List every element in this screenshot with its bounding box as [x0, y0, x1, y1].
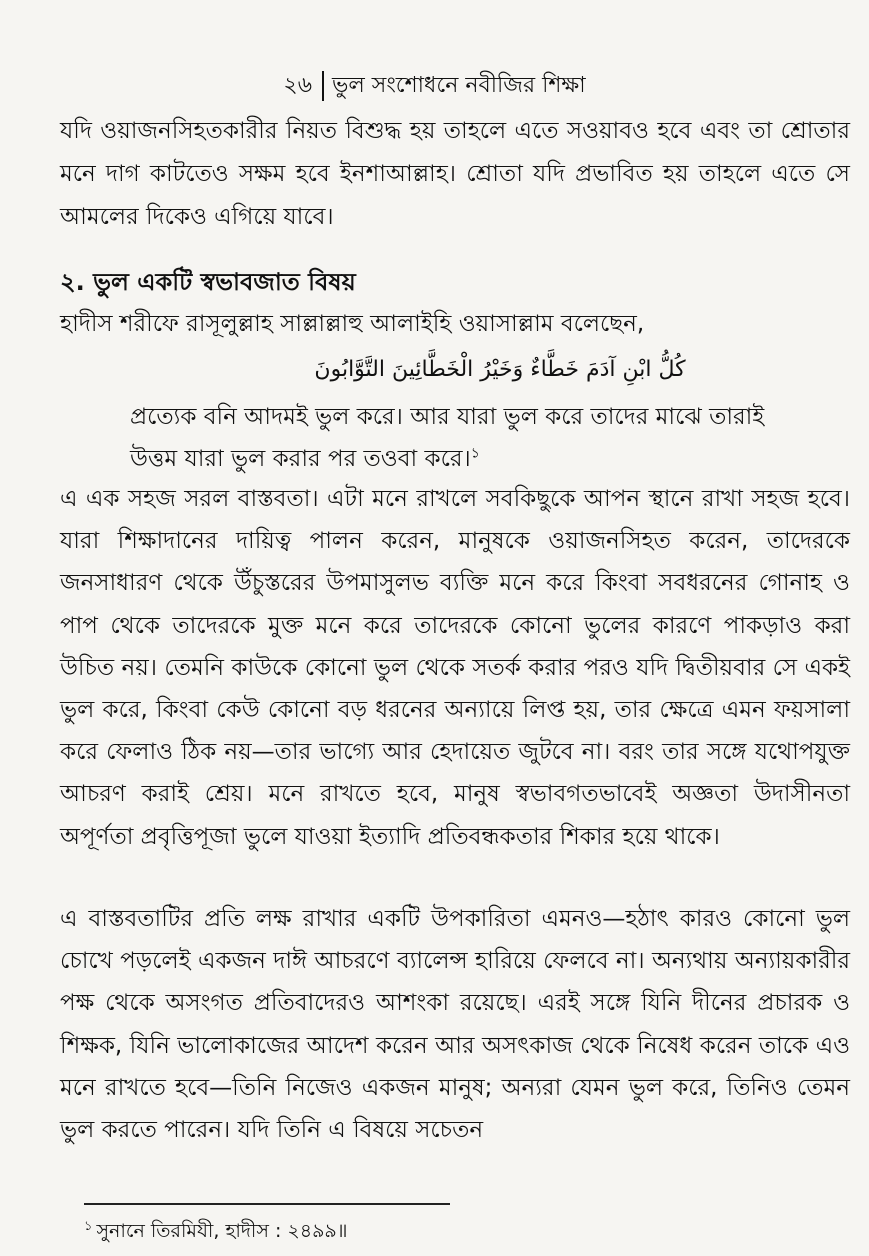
book-title: ভুল সংশোধনে নবীজির শিক্ষা [332, 73, 586, 98]
header-divider [322, 71, 324, 101]
paragraph-3: এ বাস্তবতাটির প্রতি লক্ষ রাখার একটি উপকারিতা এমনও—হঠাৎ কারও কোনো ভুল চোখে পড়লেই একজন দাঈ আচরণে ব্যালেন্স হারিয়ে ফেলবে না। অন্যথায় অন্যায়কারীর পক্ষ থেকে অসংগত প্রতিবাদেরও আশংকা রয়েছে। এরই সঙ্গে যিনি দীনের প্রচারক ও শিক্ষক, যিনি ভালোকাজের আদেশ করেন আর অসৎকাজ থেকে নিষেধ করেন তাকে এও মনে রাখতে হবে—তিনি নিজেও একজন মানুষ; অন্যরা যেমন ভুল করে, তিনিও তেমন ভুল করতে পারেন। যদি তিনি এ বিষয়ে সচেতন [60, 906, 850, 1144]
running-header [0, 68, 869, 104]
translation-text: প্রত্যেক বনি আদমই ভুল করে। আর যারা ভুল করে তাদের মাঝে তারাই উত্তম যারা ভুল করার পর তওবা করে। [130, 404, 765, 472]
footnote [84, 1216, 347, 1246]
arabic-hadith: كُلُّ ابْنِ آدَمَ خَطَّاءٌ وَخَيْرُ الْخَطَّائِينَ التَّوَّابُونَ [314, 357, 686, 382]
footnote-text: সুনানে তিরমিযী, হাদীস : ২৪৯৯॥ [96, 1220, 348, 1242]
hadith-intro: হাদীস শরীফে রাসূলুল্লাহ সাল্লাল্লাহু আলাইহি ওয়াসাল্লাম বলেছেন, [60, 311, 645, 337]
page-number: ২৬ [283, 73, 313, 98]
paragraph-1: যদি ওয়াজনসিহতকারীর নিয়ত বিশুদ্ধ হয় তাহলে এতে সওয়াবও হবে এবং তা শ্রোতার মনে দাগ কাটতেও সক্ষম হবে ইনশাআল্লাহ। শ্রোতা যদি প্রভাবিত হয় তাহলে এতে সে আমলের দিকেও এগিয়ে যাবে। [60, 118, 850, 230]
section-heading: ২. ভুল একটি স্বভাবজাত বিষয় [60, 268, 356, 296]
hadith-translation [130, 396, 810, 480]
footnote-marker: ১ [84, 1218, 93, 1234]
footnote-reference: ১ [470, 445, 480, 462]
footnote-divider [84, 1203, 450, 1205]
paragraph-2: এ এক সহজ সরল বাস্তবতা। এটা মনে রাখলে সবকিছুকে আপন স্থানে রাখা সহজ হবে। যারা শিক্ষাদানের দায়িত্ব পালন করেন, মানুষকে ওয়াজনসিহত করেন, তাদেরকে জনসাধারণ থেকে উঁচুস্তরের উপমাসুলভ ব্যক্তি মনে করে কিংবা সবধরনের গোনাহ ও পাপ থেকে তাদেরকে মুক্ত মনে করে তাদেরকে কোনো ভুলের কারণে পাকড়াও করা উচিত নয়। তেমনি কাউকে কোনো ভুল থেকে সতর্ক করার পরও যদি দ্বিতীয়বার সে একই ভুল করে, কিংবা কেউ কোনো বড় ধরনের অন্যায়ে লিপ্ত হয়, তার ক্ষেত্রে এমন ফয়সালা করে ফেলাও ঠিক নয়—তার ভাগ্যে আর হেদায়েত জুটবে না। বরং তার সঙ্গে যথোপযুক্ত আচরণ করাই শ্রেয়। মনে রাখতে হবে, মানুষ স্বভাবগতভাবেই অজ্ঞতা উদাসীনতা অপূর্ণতা প্রবৃত্তিপূজা ভুলে যাওয়া ইত্যাদি প্রতিবন্ধকতার শিকার হয়ে থাকে। [60, 486, 850, 850]
